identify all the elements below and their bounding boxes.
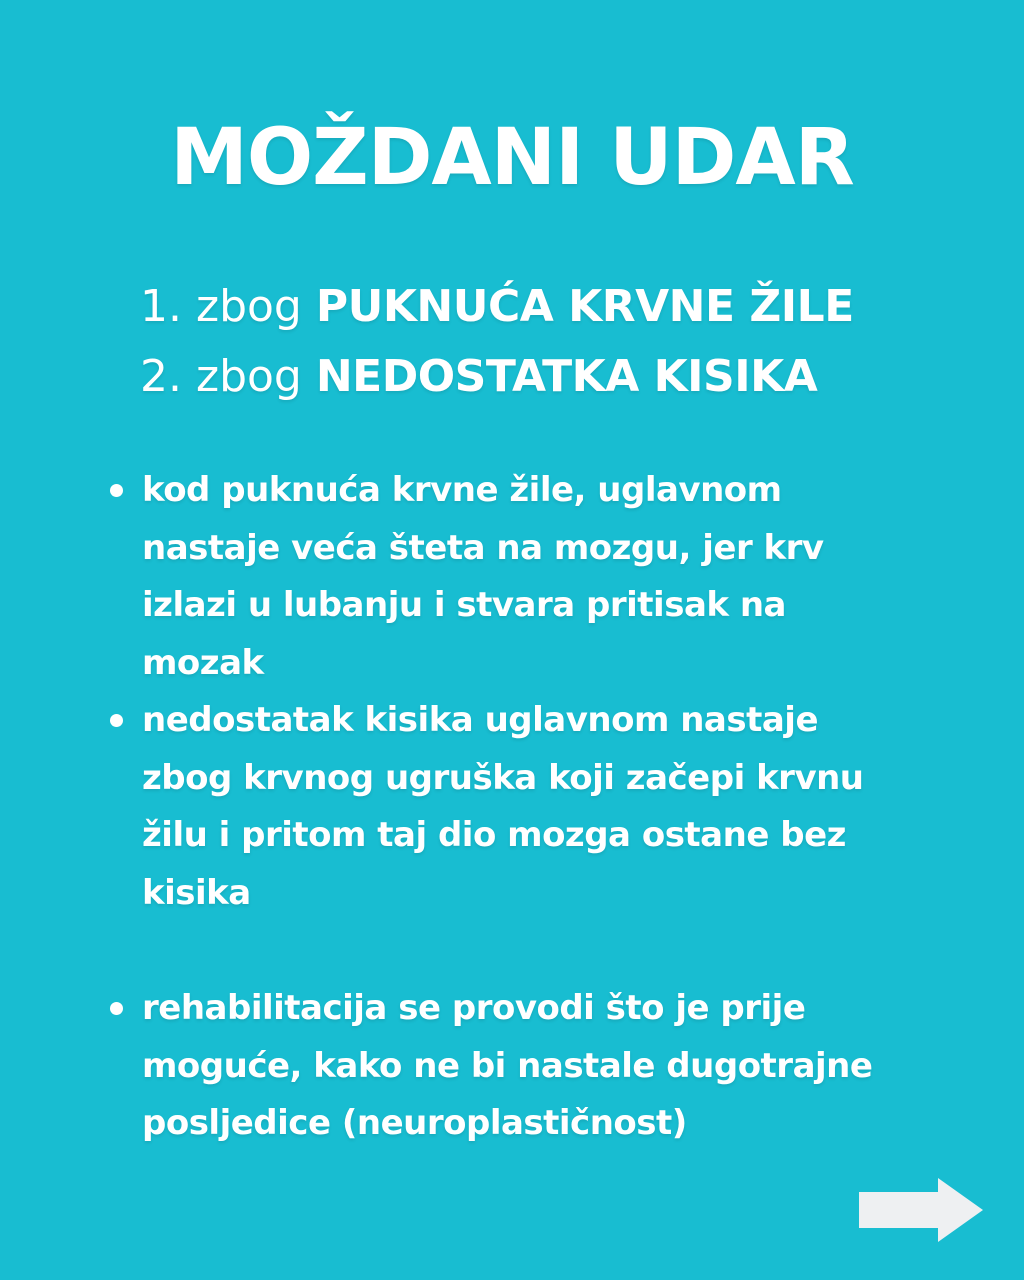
bullet-line: nastaje veća šteta na mozgu, jer krv — [142, 527, 824, 568]
bullet-dot-icon — [110, 714, 123, 727]
cause-item — [140, 272, 854, 342]
cause-emphasis: NEDOSTATKA KISIKA — [315, 351, 818, 402]
causes-list — [140, 272, 854, 412]
arrow-right-icon[interactable] — [856, 1176, 986, 1244]
bullet-line: izlazi u lubanju i stvara pritisak na — [142, 585, 786, 625]
cause-number: 1. — [140, 281, 182, 332]
cause-item — [140, 342, 854, 412]
bullet-line: nedostatak kisika uglavnom nastaje — [142, 700, 819, 740]
bullet-line: zbog krvnog ugruška koji začepi krvnu — [142, 757, 864, 798]
bullet-item — [106, 692, 926, 922]
bullet-line: rehabilitacija se provodi što je prije — [142, 988, 806, 1028]
cause-lead: zbog — [195, 351, 302, 402]
bullet-line: moguće, kako ne bi nastale dugotrajne — [142, 1045, 873, 1086]
bullet-line: kisika — [142, 872, 251, 913]
bullet-line: žilu i pritom taj dio mozga ostane bez — [142, 815, 846, 855]
bullet-item — [106, 462, 926, 692]
bullet-dot-icon — [110, 484, 123, 497]
cause-lead: zbog — [195, 281, 302, 332]
page-title: MOŽDANI UDAR — [170, 113, 854, 203]
bullet-item — [106, 980, 926, 1153]
bullet-line: posljedice (neuroplastičnost) — [142, 1103, 687, 1143]
cause-emphasis: PUKNUĆA KRVNE ŽILE — [315, 281, 854, 332]
cause-number: 2. — [140, 351, 182, 402]
bullet-list — [106, 462, 926, 1153]
bullet-dot-icon — [110, 1002, 123, 1015]
bullet-line: kod puknuća krvne žile, uglavnom — [142, 470, 782, 510]
bullet-line: mozak — [142, 642, 264, 683]
